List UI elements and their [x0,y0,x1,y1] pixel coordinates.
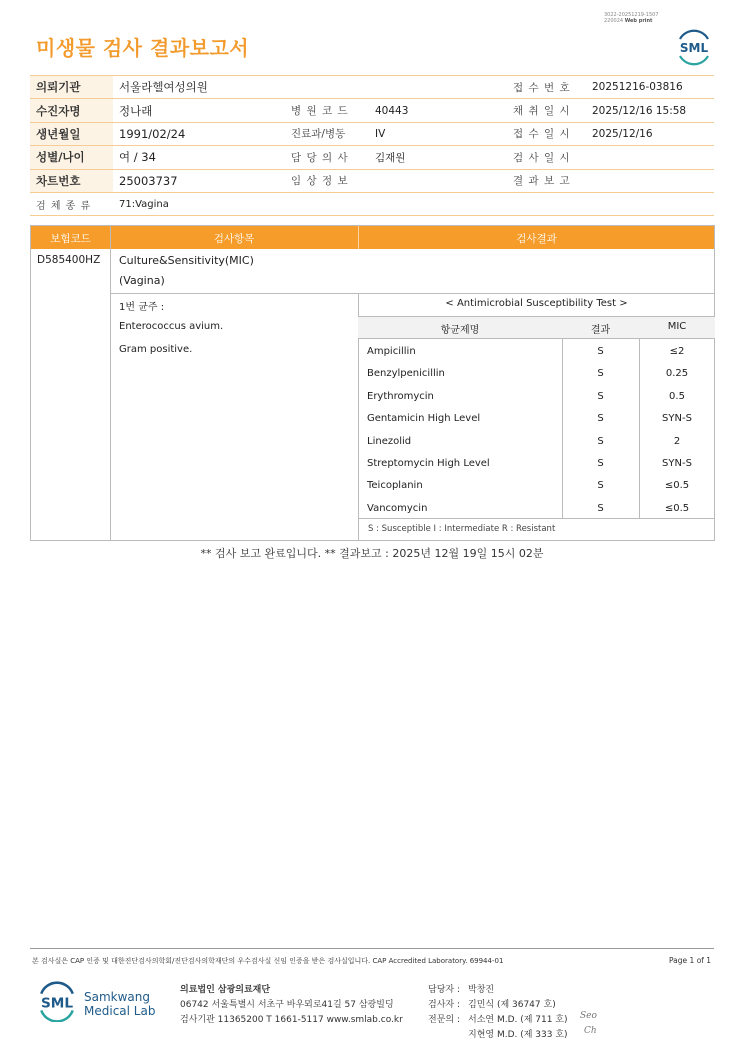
ast-result: S [597,413,604,425]
staff4-name: 지현영 M.D. (제 333 호) [468,1030,568,1040]
ast-mic: 0.25 [665,368,689,380]
info-row [30,146,714,169]
info-row [30,99,714,122]
ast-drug: Gentamicin High Level [367,413,481,425]
ast-row [358,385,715,407]
test-date-label: 검 사 일 시 [507,146,586,169]
ast-drug: Linezolid [367,435,412,447]
ast-row [358,474,715,496]
doctor-label: 담 당 의 사 [285,146,369,169]
page-number: Page 1 of 1 [669,956,712,965]
ast-result: S [597,346,604,357]
dob-value: 1991/02/24 [113,122,285,145]
svg-text:SML: SML [679,41,709,55]
sex-age-label: 성별/나이 [30,146,113,169]
col-test-item: 검사항목 [213,233,255,245]
staff1-name: 박창진 [468,985,495,995]
signature-1: Seo [580,1011,597,1021]
ast-mic: ≤0.5 [664,480,690,492]
ast-row [358,407,715,429]
report-value [586,169,714,192]
ast-title: < Antimicrobial Susceptibility Test > [445,298,628,309]
ast-row [358,497,715,519]
results-panel [30,225,715,541]
report-label: 결 과 보 고 [507,169,586,192]
org-contact: 검사기관 11365200 T 1661-5117 www.smlab.co.kr [180,1015,403,1025]
collect-value: 2025/12/16 15:58 [586,99,714,122]
divider [110,226,111,540]
patient-label: 수진자명 [30,99,113,122]
info-row [30,76,714,99]
staff3-label: 전문의 : [428,1015,460,1025]
ast-col-result: 결과 [590,325,611,336]
ast-mic: SYN-S [662,458,692,469]
ast-row [358,340,715,362]
sex-age-value: 여 / 34 [113,146,285,169]
brand-name [84,990,155,1018]
ast-drug: Vancomycin [367,502,428,514]
ast-col-mic: MIC [667,321,687,332]
test-item-name: Culture&Sensitivity(MIC) [119,254,254,267]
specimen-label: 검 체 종 류 [30,192,113,215]
stamp-line1: 3022-20251219-1507 [604,12,659,18]
org-address: 06742 서울특별시 서초구 바우뫼로41길 57 삼광빌딩 [180,1000,394,1010]
staff2-label: 검사자 : [428,1000,460,1010]
ast-drug: Ampicillin [367,346,416,357]
doctor-value: 김재원 [369,146,507,169]
brand-line1: Samkwang [84,990,150,1004]
ast-drug: Streptomycin High Level [367,458,490,469]
clinical-value [369,169,507,192]
ast-legend: S : Susceptible I : Intermediate R : Resistant [368,524,556,534]
stamp-webprint: Web print [624,18,653,24]
signature-2: Ch [584,1026,597,1036]
ast-drug: Benzylpenicillin [367,368,445,380]
org-name: 의료법인 삼광의료재단 [180,985,271,995]
results-header [31,226,714,249]
receipt-no-value: 20251216-03816 [586,76,714,99]
chart-label: 차트번호 [30,169,113,192]
divider [110,293,714,294]
sml-footer-logo-icon [36,980,78,1022]
ast-result: S [597,368,604,380]
ast-col-drug: 항균제명 [440,325,480,336]
info-row [30,122,714,145]
ast-result: S [597,435,604,447]
col-test-result: 검사결과 [516,233,557,245]
divider [358,226,359,249]
ast-mic: SYN-S [662,413,692,425]
ast-mic: 0.5 [669,390,685,402]
col-insurance-code: 보험코드 [50,233,91,245]
requester-label: 의뢰기관 [30,76,113,99]
clinical-label: 임 상 정 보 [285,169,369,192]
receipt-no-label: 접 수 번 호 [507,76,586,99]
ast-result: S [597,480,604,492]
patient-info-table [30,75,714,216]
divider [358,338,714,339]
page-title: 미생물 검사 결과보고서 [36,36,250,60]
requester-value: 서울라헬여성의원 [113,76,507,99]
ast-drug: Erythromycin [367,390,434,402]
staff3-name: 서소연 M.D. (제 711 호) [468,1015,568,1025]
test-date-value [586,146,714,169]
ast-result: S [597,458,604,469]
footer-divider [30,948,714,949]
hospital-code-label: 병 원 코 드 [285,99,369,122]
ast-row [358,430,715,452]
insurance-code: D585400HZ [37,254,101,266]
test-item-specimen: (Vagina) [119,274,165,287]
receipt-date-label: 접 수 일 시 [507,122,586,145]
print-stamp [604,12,659,24]
completion-note: ** 검사 보고 완료입니다. ** 결과보고 : 2025년 12월 19일 15시 02분 [200,547,544,560]
hospital-code-value: 40443 [369,99,507,122]
cert-statement: 본 검사실은 CAP 인증 및 대한진단검사의학회/진단검사의학재단의 우수검사실 신임 인증을 받은 검사실입니다. CAP Accredited Laboratory. 69944-01 [32,957,504,965]
ast-row [358,452,715,474]
ast-mic: ≤0.5 [664,502,690,514]
ast-header [358,317,715,338]
brand-line2: Medical Lab [84,1004,156,1018]
staff2-name: 김민식 (제 36747 호) [468,1000,556,1010]
organism-number: 1번 균주 : [119,302,165,313]
ast-row [358,362,715,384]
ast-result: S [597,502,604,514]
stamp-code: 220024 [604,18,624,24]
ast-mic: 2 [673,435,681,447]
receipt-date-value: 2025/12/16 [586,122,714,145]
dob-label: 생년월일 [30,122,113,145]
ast-mic: ≤2 [669,346,685,357]
sml-logo-icon [674,26,714,66]
specimen-value: 71:Vagina [113,192,714,215]
info-row [30,169,714,192]
collect-label: 채 취 일 시 [507,99,586,122]
chart-value: 25003737 [113,169,285,192]
patient-value: 정나래 [113,99,285,122]
gram-stain: Gram positive. [119,344,193,355]
ast-result: S [597,390,604,402]
ast-drug: Teicoplanin [367,480,423,492]
dept-label: 진료과/병동 [285,122,369,145]
info-row [30,192,714,215]
svg-text:SML: SML [40,995,74,1012]
organism-name: Enterococcus avium. [119,321,224,332]
staff1-label: 담당자 : [428,985,460,995]
dept-value: IV [369,122,507,145]
